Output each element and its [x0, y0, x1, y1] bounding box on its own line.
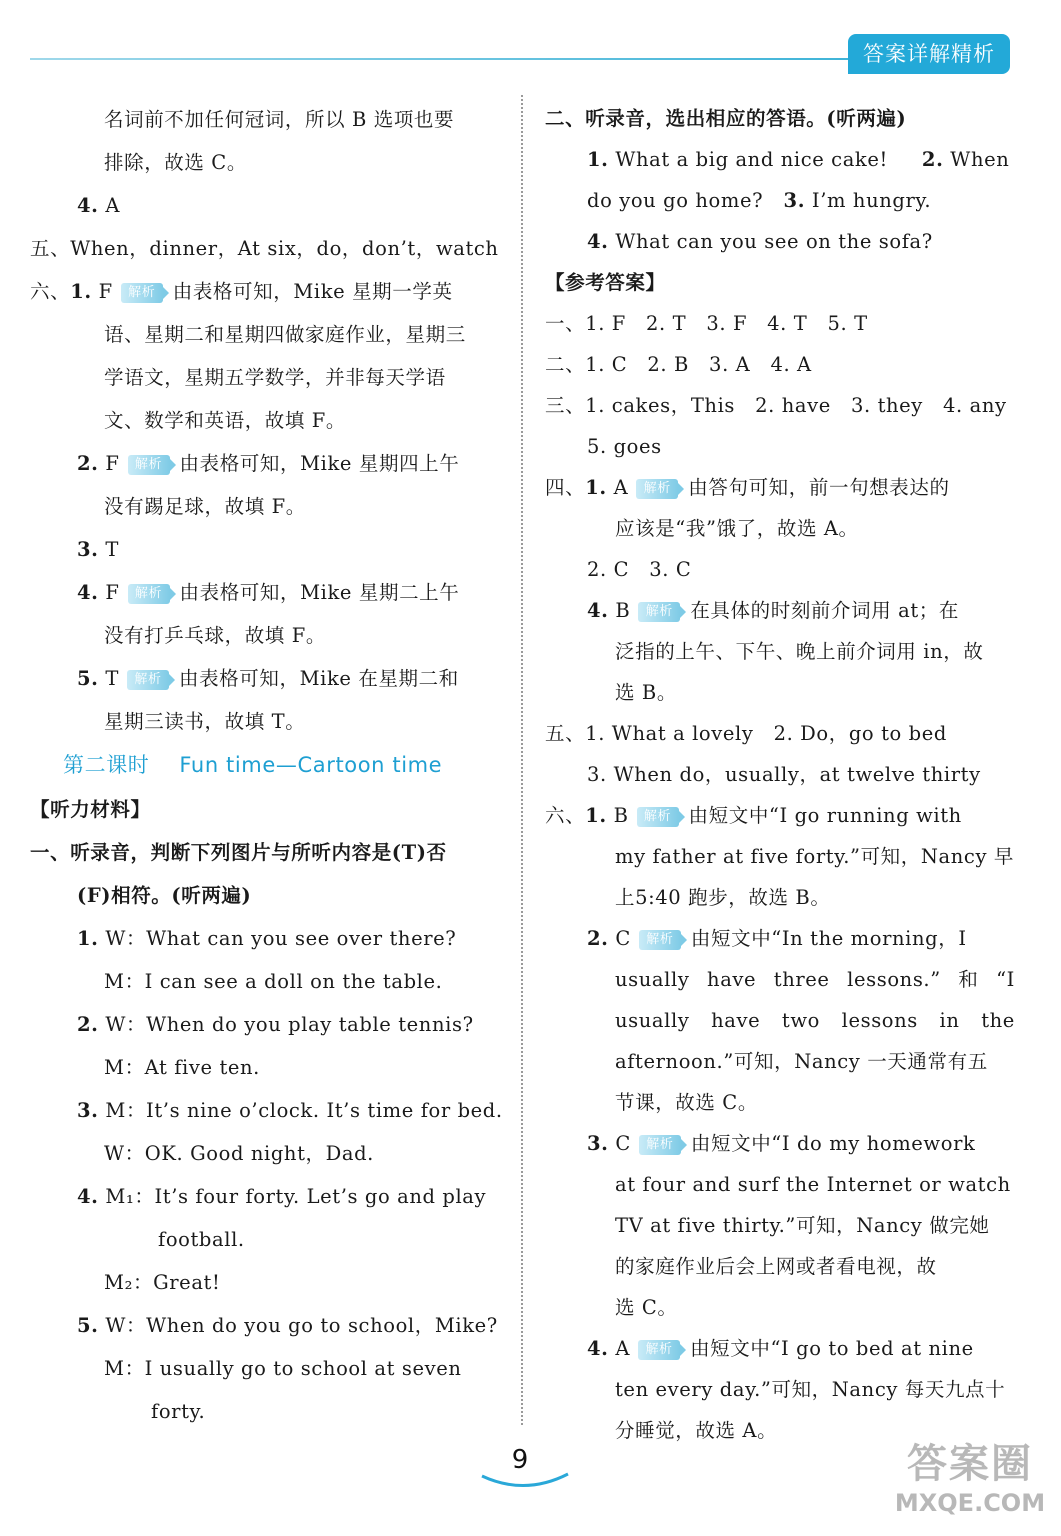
text-line: 的家庭作业后会上网或者看电视，故	[615, 1255, 937, 1278]
text-line: 排除，故选 C。	[104, 151, 247, 174]
text-line	[545, 1000, 1015, 1041]
answer-line	[545, 1328, 1015, 1369]
text-line: 学语文，星期五学数学，并非每天学语	[104, 366, 446, 389]
right-column	[545, 98, 1015, 1451]
text-line: 没有打乒乓球，故填 F。	[104, 624, 326, 647]
item-number: 4.	[77, 194, 99, 217]
answer-line: 3. When do，usually，at twelve thirty	[587, 763, 981, 786]
listening-line	[545, 139, 1015, 180]
answer-line	[30, 657, 500, 700]
answer-line: 三、1. cakes，This 2. have 3. they 4. any	[545, 394, 1007, 417]
item-number: 4.	[587, 599, 609, 622]
answer-value: T	[105, 538, 119, 561]
text-line: 名词前不加任何冠词，所以 B 选项也要	[104, 108, 455, 131]
listening-text: What a big and nice cake!	[615, 148, 888, 171]
item-number: 4.	[587, 1337, 609, 1360]
question-heading: 一、听录音，判断下列图片与所听内容是(T)否	[30, 841, 447, 864]
analysis-badge: 解析	[637, 807, 679, 827]
analysis-text: 由短文中“I go to bed at nine	[690, 1337, 974, 1360]
word: have	[707, 968, 757, 991]
answer-line: 五、1. What a lovely 2. Do，go to bed	[545, 722, 947, 745]
text-line: afternoon.”可知，Nancy 一天通常有五	[615, 1050, 988, 1073]
answer-line	[30, 184, 500, 227]
analysis-text: 由短文中“I do my homework	[690, 1132, 976, 1155]
analysis-text: 由短文中“I go running with	[688, 804, 962, 827]
listening-text: What can you see on the sofa?	[615, 230, 933, 253]
analysis-text: 由表格可知，Mike 星期四上午	[179, 452, 460, 475]
word: the	[981, 1009, 1015, 1032]
item-number: 1.	[587, 148, 609, 171]
text-line	[545, 959, 1015, 1000]
text-line: 没有踢足球，故填 F。	[104, 495, 306, 518]
dialogue-line	[30, 1175, 500, 1218]
text-line: 节课，故选 C。	[615, 1091, 758, 1114]
dialogue-text: M：It’s nine o’clock. It’s time for bed.	[105, 1099, 503, 1122]
answer-line	[545, 467, 1015, 508]
item-number: 2.	[77, 452, 99, 475]
page-number: 9	[511, 1445, 529, 1475]
item-number: 3.	[77, 538, 99, 561]
answer-value: F	[98, 280, 113, 303]
watermark-logo: 答案圈	[907, 1441, 1033, 1487]
answer-line: 二、1. C 2. B 3. A 4. A	[545, 353, 812, 376]
answer-line	[545, 590, 1015, 631]
answer-value: A	[105, 194, 121, 217]
item-number: 3.	[77, 1099, 99, 1122]
dialogue-text: W：What can you see over there?	[105, 927, 457, 950]
answer-line	[545, 918, 1015, 959]
answer-value: A	[615, 1337, 631, 1360]
item-number: 4.	[77, 581, 99, 604]
text-line: 文、数学和英语，故填 F。	[104, 409, 347, 432]
item-number: 1.	[585, 476, 607, 499]
listening-text: I’m hungry.	[811, 189, 932, 212]
subsection-heading: 【听力材料】	[30, 798, 151, 821]
text-line: ten every day.”可知，Nancy 每天九点十	[615, 1378, 1006, 1401]
word: lessons	[841, 1009, 918, 1032]
answer-line	[545, 1123, 1015, 1164]
dialogue-text: M₁：It’s four forty. Let’s go and play	[105, 1185, 487, 1208]
question-heading: 二、听录音，选出相应的答语。(听两遍)	[545, 107, 907, 130]
analysis-text: 由答句可知，前一句想表达的	[688, 476, 950, 499]
item-number: 3.	[783, 189, 806, 212]
dialogue-line	[30, 1304, 500, 1347]
text-line: 泛指的上午、下午、晚上前介词用 in，故	[615, 640, 984, 663]
section-prefix: 六、	[545, 804, 586, 827]
text-line: at four and surf the Internet or watch	[615, 1173, 1011, 1196]
analysis-text: 由表格可知，Mike 在星期二和	[178, 667, 459, 690]
dialogue-line: M：I can see a doll on the table.	[104, 970, 443, 993]
section-prefix: 六、	[30, 280, 71, 303]
item-number: 1.	[585, 804, 607, 827]
left-column	[30, 98, 503, 1433]
answer-line: 5. goes	[587, 435, 662, 458]
answer-line	[30, 442, 500, 485]
dialogue-text: W：When do you play table tennis?	[105, 1013, 474, 1036]
listening-line	[545, 221, 1015, 262]
dialogue-line: forty.	[151, 1400, 206, 1423]
analysis-badge: 解析	[127, 670, 169, 690]
analysis-badge: 解析	[128, 584, 170, 604]
word: usually	[615, 1009, 690, 1032]
item-number: 1.	[70, 280, 92, 303]
answer-value: F	[105, 581, 120, 604]
item-number: 4.	[77, 1185, 99, 1208]
analysis-text: 由表格可知，Mike 星期一学英	[172, 280, 453, 303]
watermark-url: MXQE.COM	[894, 1489, 1046, 1517]
section-title-en: Fun time—Cartoon time	[179, 753, 443, 777]
item-number: 4.	[587, 230, 609, 253]
word: usually	[615, 968, 690, 991]
answer-value: T	[105, 667, 119, 690]
text-line: my father at five forty.”可知，Nancy 早	[615, 845, 1014, 868]
dialogue-line: W：OK. Good night，Dad.	[104, 1142, 374, 1165]
text-line: 应该是“我”饿了，故选 A。	[615, 517, 859, 540]
analysis-badge: 解析	[639, 930, 681, 950]
dialogue-line: football.	[158, 1228, 245, 1251]
dialogue-line: M：At five ten.	[104, 1056, 260, 1079]
item-number: 3.	[587, 1132, 609, 1155]
listening-text: When	[950, 148, 1010, 171]
analysis-badge: 解析	[121, 283, 163, 303]
header-tag: 答案详解精析	[848, 34, 1010, 74]
answer-line	[30, 270, 500, 313]
answer-line: 一、1. F 2. T 3. F 4. T 5. T	[545, 312, 868, 335]
answer-line	[545, 795, 1015, 836]
answer-line: 五、When，dinner，At six，do，don’t，watch	[30, 237, 499, 260]
dialogue-text: W：When do you go to school，Mike?	[105, 1314, 498, 1337]
column-divider	[521, 95, 523, 1425]
word: “I	[996, 968, 1015, 991]
dialogue-line: M₂：Great!	[104, 1271, 221, 1294]
dialogue-line	[30, 1089, 503, 1132]
item-number: 2.	[587, 927, 609, 950]
listening-line	[545, 180, 1015, 221]
word: 和	[958, 968, 979, 991]
word: lessons.”	[847, 968, 941, 991]
word: three	[773, 968, 830, 991]
analysis-badge: 解析	[636, 479, 678, 499]
analysis-badge: 解析	[128, 455, 170, 475]
answer-line	[30, 571, 500, 614]
answer-value: B	[615, 599, 631, 622]
subsection-heading: 【参考答案】	[545, 271, 666, 294]
item-number: 2.	[921, 148, 944, 171]
text-line: 分睡觉，故选 A。	[615, 1419, 778, 1442]
item-number: 1.	[77, 927, 99, 950]
answer-value: B	[613, 804, 629, 827]
answer-line	[30, 528, 500, 571]
section-prefix: 四、	[545, 476, 586, 499]
text-line: TV at five thirty.”可知，Nancy 做完她	[615, 1214, 990, 1237]
item-number: 5.	[77, 667, 99, 690]
word: two	[781, 1009, 820, 1032]
word: in	[939, 1009, 960, 1032]
question-heading: (F)相符。(听两遍)	[77, 884, 252, 907]
watermark	[890, 1440, 1050, 1530]
answer-value: C	[615, 927, 631, 950]
dialogue-line	[30, 1003, 500, 1046]
item-number: 2.	[77, 1013, 99, 1036]
analysis-text: 由短文中“In the morning，I	[690, 927, 967, 950]
item-number: 5.	[77, 1314, 99, 1337]
page-swoosh-icon	[480, 1470, 570, 1492]
analysis-badge: 解析	[639, 1135, 681, 1155]
answer-value: A	[613, 476, 629, 499]
text-line: 星期三读书，故填 T。	[104, 710, 306, 733]
analysis-badge: 解析	[638, 1340, 680, 1360]
analysis-text: 在具体的时刻前介词用 at；在	[690, 599, 959, 622]
dialogue-line	[30, 917, 500, 960]
text-line: 语、星期二和星期四做家庭作业，星期三	[104, 323, 466, 346]
section-title-cn: 第二课时	[63, 753, 150, 777]
text-line: 选 B。	[615, 681, 677, 704]
text-line: 上5:40 跑步，故选 B。	[615, 886, 831, 909]
text-line: 选 C。	[615, 1296, 678, 1319]
header-rule	[30, 58, 850, 60]
answer-value: F	[105, 452, 120, 475]
listening-text: do you go home?	[587, 189, 764, 212]
section-title	[30, 743, 500, 788]
dialogue-line: M：I usually go to school at seven	[104, 1357, 462, 1380]
answer-line: 2. C 3. C	[587, 558, 692, 581]
analysis-badge: 解析	[638, 602, 680, 622]
analysis-text: 由表格可知，Mike 星期二上午	[179, 581, 460, 604]
word: have	[711, 1009, 761, 1032]
answer-value: C	[615, 1132, 631, 1155]
